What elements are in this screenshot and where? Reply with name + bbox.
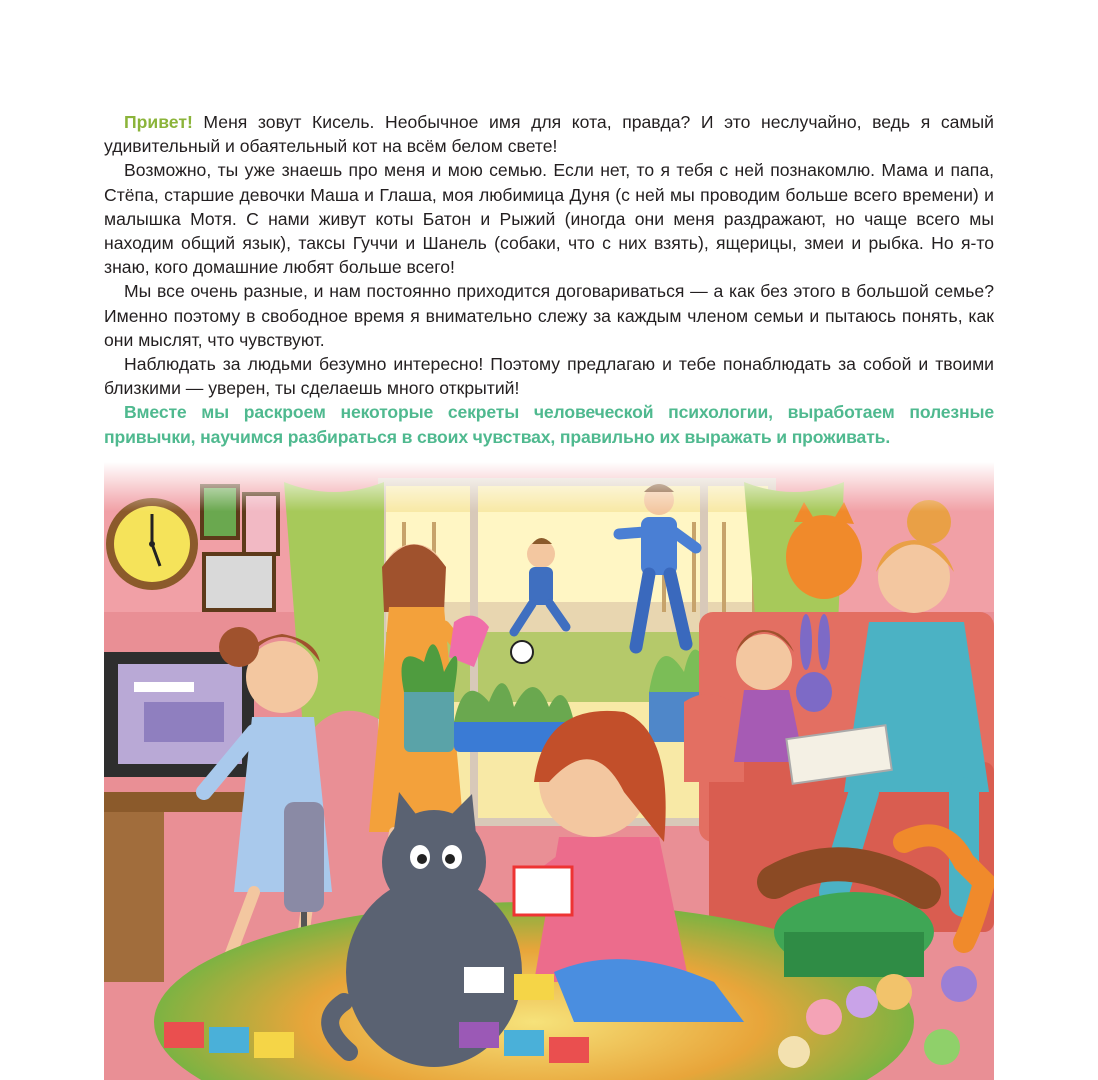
illustration-svg — [104, 462, 994, 1080]
intro-paragraph-4: Наблюдать за людьми безумно интересно! Поэтому предлагаю и тебе понаблюдать за собой и твоими близкими — уверен, ты сделаешь много открытий! — [104, 354, 994, 399]
top-fade — [104, 462, 994, 1080]
intro-text — [104, 110, 994, 449]
intro-paragraph-2: Возможно, ты уже знаешь про меня и мою семью. Если нет, то я тебя с ней познакомлю. Мама и папа, Стёпа, старшие девочки Маша и Глаша, моя любимица Дуня (с ней мы проводим больше всего времени) и малышка Мотя. С нами живут коты Батон и Рыжий (иногда они меня раздражают, но чаще всего мы находим общий язык), таксы Гуччи и Шанель (собаки, что с них взять), ящерицы, змеи и рыбка. Но я-то знаю, кого домашние любят больше всего! — [104, 160, 994, 278]
intro-paragraph-3: Мы все очень разные, и нам постоянно приходится договариваться — а как без этого в большой семье? Именно поэтому в свободное время я внимательно слежу за каждым членом семьи и пытаюсь понять, как они мыслят, что чувствуют. — [104, 281, 994, 350]
greeting: Привет! — [124, 112, 193, 132]
intro-paragraph-1-text: Меня зовут Кисель. Необычное имя для кота, правда? И это неслучайно, ведь я самый удивительный и обаятельный кот на всём белом свете! — [104, 112, 994, 157]
family-living-room-illustration — [104, 462, 994, 1080]
intro-paragraph-1 — [104, 110, 994, 158]
highlight-paragraph: Вместе мы раскроем некоторые секреты человеческой психологии, выработаем полезные привычки, научимся разбираться в своих чувствах, правильно их выражать и проживать. — [104, 402, 994, 447]
